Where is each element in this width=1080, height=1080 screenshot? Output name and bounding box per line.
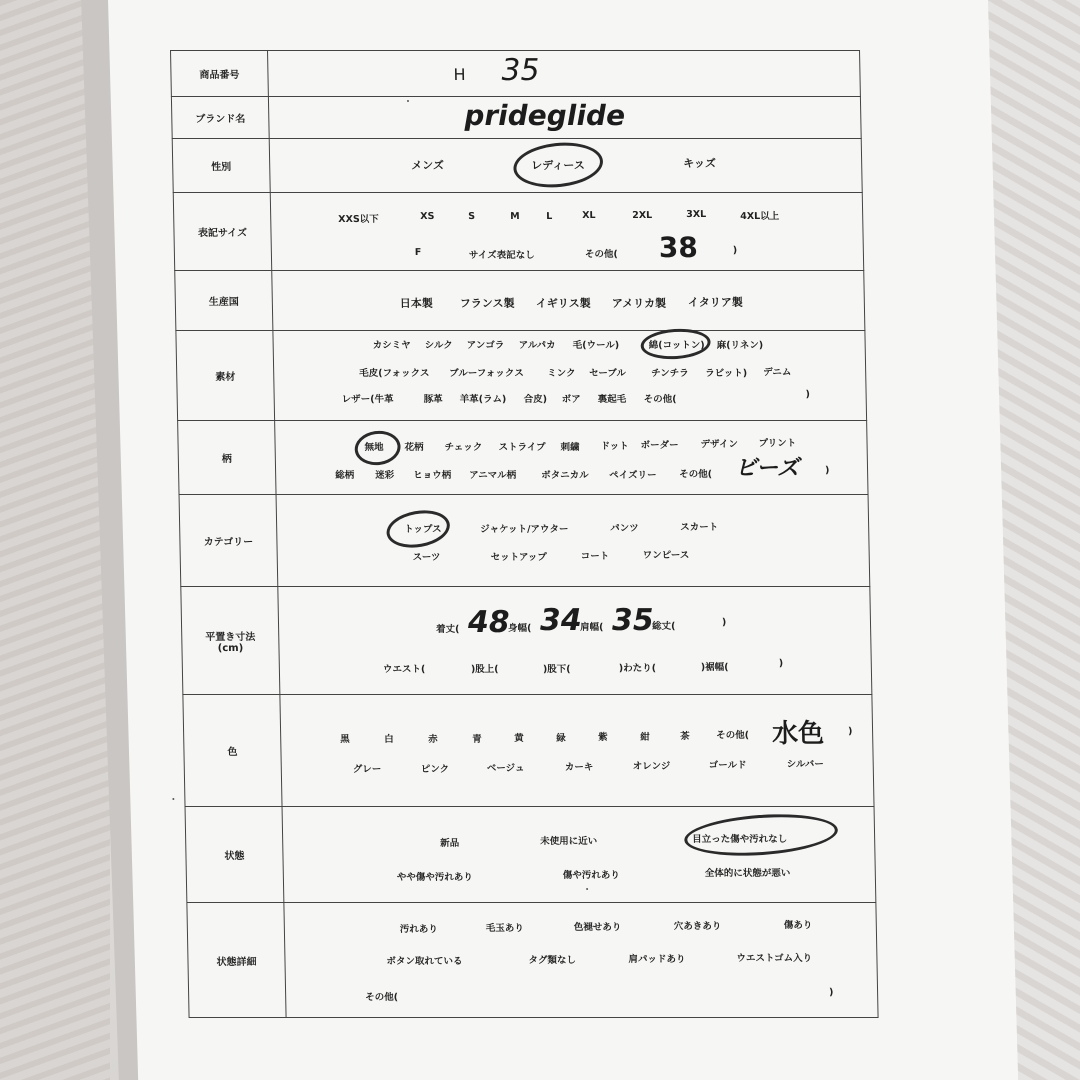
label-gender: 性別 bbox=[173, 139, 271, 192]
pattern-leopard: ヒョウ柄 bbox=[413, 470, 452, 481]
detail-hole: 穴あきあり bbox=[673, 921, 722, 932]
paper-speck bbox=[586, 888, 588, 890]
measure-waist-open: ウエスト( bbox=[382, 664, 426, 675]
category-selection-circle bbox=[383, 506, 453, 553]
category-suit: スーツ bbox=[412, 552, 441, 563]
label-category: カテゴリー bbox=[180, 495, 279, 586]
measure-shoulder-open: 肩幅( bbox=[579, 622, 604, 633]
color-navy: 紺 bbox=[640, 732, 650, 743]
color-green: 緑 bbox=[556, 733, 566, 744]
gender-kids: キッズ bbox=[683, 157, 717, 170]
measure-width-open: 身幅( bbox=[508, 623, 532, 634]
measure-length-open: 着丈( bbox=[436, 624, 460, 635]
pattern-botanical: ボタニカル bbox=[541, 470, 589, 481]
material-leather-cow: レザー(牛革 bbox=[341, 394, 394, 405]
measure-hem-close: ) bbox=[778, 658, 784, 669]
category-coat: コート bbox=[580, 551, 610, 562]
label-detail: 状態詳細 bbox=[187, 903, 286, 1017]
measure-thigh: )わたり( bbox=[618, 663, 657, 674]
country-italy: イタリア製 bbox=[687, 296, 743, 309]
color-gray: グレー bbox=[352, 764, 382, 775]
pattern-animal: アニマル柄 bbox=[469, 470, 517, 481]
material-alpaca: アルパカ bbox=[518, 340, 556, 351]
material-linen: 麻(リネン) bbox=[716, 340, 764, 351]
pattern-other-close: ) bbox=[824, 465, 830, 476]
label-material: 素材 bbox=[176, 331, 275, 420]
detail-stain: 汚れあり bbox=[399, 924, 439, 935]
pattern-embroidery: 刺繍 bbox=[560, 442, 580, 453]
category-pants: パンツ bbox=[610, 523, 639, 534]
size-m: M bbox=[510, 211, 520, 222]
row-material bbox=[175, 330, 867, 420]
pattern-camo: 迷彩 bbox=[375, 470, 395, 481]
size-xl: XL bbox=[582, 210, 596, 221]
label-measure bbox=[181, 587, 280, 694]
size-f: F bbox=[414, 247, 422, 258]
pattern-floral: 花柄 bbox=[404, 442, 424, 453]
detail-other-close: ) bbox=[828, 987, 834, 998]
color-other-open: その他( bbox=[716, 730, 750, 741]
category-setup: セットアップ bbox=[490, 552, 547, 563]
product-form bbox=[170, 50, 878, 1010]
row-measure bbox=[180, 586, 872, 694]
label-country: 生産国 bbox=[175, 271, 273, 330]
condition-selection-circle bbox=[683, 810, 840, 861]
material-wool: 毛(ウール) bbox=[572, 340, 620, 351]
size-xs: XS bbox=[420, 211, 435, 222]
country-uk: イギリス製 bbox=[535, 297, 591, 310]
measure-hem: )裾幅( bbox=[700, 662, 729, 673]
material-other-open: その他( bbox=[643, 394, 677, 405]
color-orange: オレンジ bbox=[632, 761, 671, 772]
pattern-paisley: ペイズリー bbox=[609, 470, 657, 481]
color-gold: ゴールド bbox=[708, 760, 747, 771]
condition-new: 新品 bbox=[440, 838, 460, 849]
material-sable: セーブル bbox=[589, 368, 627, 379]
condition-no-damage: 目立った傷や汚れなし bbox=[692, 834, 788, 845]
gender-selection-circle bbox=[511, 138, 606, 191]
color-yellow: 黄 bbox=[514, 733, 524, 744]
detail-fading: 色褪せあり bbox=[573, 922, 622, 933]
pattern-other-open: その他( bbox=[679, 469, 713, 480]
color-pink: ピンク bbox=[420, 764, 450, 775]
row-brand bbox=[171, 96, 862, 138]
detail-pilling: 毛玉あり bbox=[485, 923, 524, 934]
row-category bbox=[179, 494, 871, 586]
pattern-border: ボーダー bbox=[640, 440, 679, 451]
product-no-value: 35 bbox=[501, 53, 540, 88]
paper-speck bbox=[407, 100, 409, 102]
material-chinchilla: チンチラ bbox=[651, 368, 689, 379]
material-denim: デニム bbox=[763, 367, 792, 378]
row-gender bbox=[172, 138, 863, 192]
condition-poor: 全体的に状態が悪い bbox=[704, 868, 791, 879]
brand-value: prideglide bbox=[463, 99, 626, 132]
condition-damage: 傷や汚れあり bbox=[562, 870, 620, 881]
pattern-plain: 無地 bbox=[364, 442, 384, 453]
country-japan: 日本製 bbox=[399, 297, 433, 310]
size-no-label: サイズ表記なし bbox=[468, 250, 535, 261]
measure-inseam: )股下( bbox=[542, 664, 571, 675]
detail-elastic-waist: ウエストゴム入り bbox=[736, 953, 813, 964]
color-beige: ベージュ bbox=[486, 763, 525, 774]
product-no-prefix: H bbox=[453, 65, 466, 84]
measure-total-open: 総丈( bbox=[651, 621, 676, 632]
material-cashmere: カシミヤ bbox=[372, 340, 411, 351]
pattern-dot: ドット bbox=[600, 441, 629, 452]
size-l: L bbox=[546, 211, 553, 222]
label-color: 色 bbox=[183, 695, 282, 806]
size-value: 38 bbox=[658, 231, 699, 264]
pattern-selection-circle bbox=[352, 428, 403, 468]
color-khaki: カーキ bbox=[564, 762, 594, 773]
pattern-allover: 総柄 bbox=[335, 470, 355, 481]
size-other-close: ) bbox=[732, 245, 738, 256]
detail-shoulder-pad: 肩パッドあり bbox=[628, 954, 686, 965]
material-silk: シルク bbox=[424, 340, 453, 351]
detail-other-open: その他( bbox=[365, 992, 399, 1003]
detail-no-tag: タグ類なし bbox=[528, 955, 577, 966]
material-pig-leather: 豚革 bbox=[423, 394, 443, 405]
size-xxs: XXS以下 bbox=[338, 214, 379, 225]
pattern-check: チェック bbox=[444, 442, 483, 453]
size-s: S bbox=[468, 211, 476, 222]
material-selection-circle bbox=[639, 327, 711, 362]
detail-scratch: 傷あり bbox=[783, 920, 813, 931]
condition-like-new: 未使用に近い bbox=[540, 836, 598, 847]
label-measure-main: 平置き寸法 bbox=[205, 631, 256, 643]
color-black: 黒 bbox=[340, 734, 350, 745]
country-france: フランス製 bbox=[459, 297, 515, 310]
color-purple: 紫 bbox=[598, 732, 608, 743]
pattern-value: ビーズ bbox=[734, 456, 800, 481]
color-red: 赤 bbox=[428, 734, 438, 745]
row-color bbox=[182, 694, 874, 806]
row-product-no bbox=[170, 50, 861, 96]
measure-total-close: ) bbox=[721, 617, 727, 628]
measure-rise: )股上( bbox=[470, 664, 499, 675]
material-boa: ボア bbox=[561, 394, 581, 405]
material-angora: アンゴラ bbox=[466, 340, 505, 351]
label-brand: ブランド名 bbox=[172, 97, 270, 138]
material-brushed: 裏起毛 bbox=[597, 394, 627, 405]
label-measure-unit: (cm) bbox=[217, 642, 244, 654]
category-skirt: スカート bbox=[680, 522, 719, 533]
material-fur-fox: 毛皮(フォックス bbox=[359, 368, 430, 379]
row-size bbox=[173, 192, 864, 270]
material-synthetic: 合皮) bbox=[523, 394, 548, 405]
condition-slight-damage: やや傷や汚れあり bbox=[396, 872, 474, 883]
material-cotton: 綿(コットン) bbox=[648, 340, 705, 351]
row-pattern bbox=[177, 420, 868, 494]
gender-ladies: レディース bbox=[531, 159, 585, 172]
pattern-stripe: ストライプ bbox=[498, 442, 546, 453]
category-tops: トップス bbox=[404, 524, 442, 535]
color-brown: 茶 bbox=[680, 731, 690, 742]
row-country bbox=[174, 270, 865, 330]
color-other-close: ) bbox=[847, 726, 853, 737]
row-detail bbox=[186, 902, 878, 1018]
pattern-print: プリント bbox=[758, 438, 797, 449]
label-product-no: 商品番号 bbox=[171, 51, 269, 96]
label-condition: 状態 bbox=[186, 807, 285, 902]
color-silver: シルバー bbox=[786, 759, 824, 770]
country-usa: アメリカ製 bbox=[611, 297, 667, 310]
measure-shoulder-value: 35 bbox=[611, 603, 655, 638]
material-other-close: ) bbox=[805, 389, 811, 400]
category-onepiece: ワンピース bbox=[642, 550, 690, 561]
material-rabbit: ラビット) bbox=[705, 368, 748, 379]
size-4xl: 4XL以上 bbox=[740, 211, 780, 222]
material-lamb: 羊革(ラム) bbox=[459, 394, 507, 405]
material-mink: ミンク bbox=[547, 368, 576, 379]
measure-length-value: 48 bbox=[467, 605, 511, 640]
gender-mens: メンズ bbox=[411, 159, 445, 172]
size-other-open: その他( bbox=[584, 249, 618, 260]
pattern-design: デザイン bbox=[700, 439, 739, 450]
size-3xl: 3XL bbox=[686, 209, 707, 220]
color-blue: 青 bbox=[472, 734, 482, 745]
label-pattern: 柄 bbox=[178, 421, 276, 494]
size-2xl: 2XL bbox=[632, 210, 653, 221]
color-white: 白 bbox=[384, 734, 394, 745]
label-size: 表記サイズ bbox=[174, 193, 272, 270]
color-value: 水色 bbox=[771, 719, 825, 749]
measure-width-value: 34 bbox=[539, 603, 583, 638]
row-condition bbox=[185, 806, 877, 902]
category-jacket: ジャケット/アウター bbox=[480, 524, 569, 535]
material-blue-fox: ブルーフォックス bbox=[449, 368, 524, 379]
detail-button-missing: ボタン取れている bbox=[386, 956, 463, 967]
paper-speck bbox=[172, 798, 174, 800]
